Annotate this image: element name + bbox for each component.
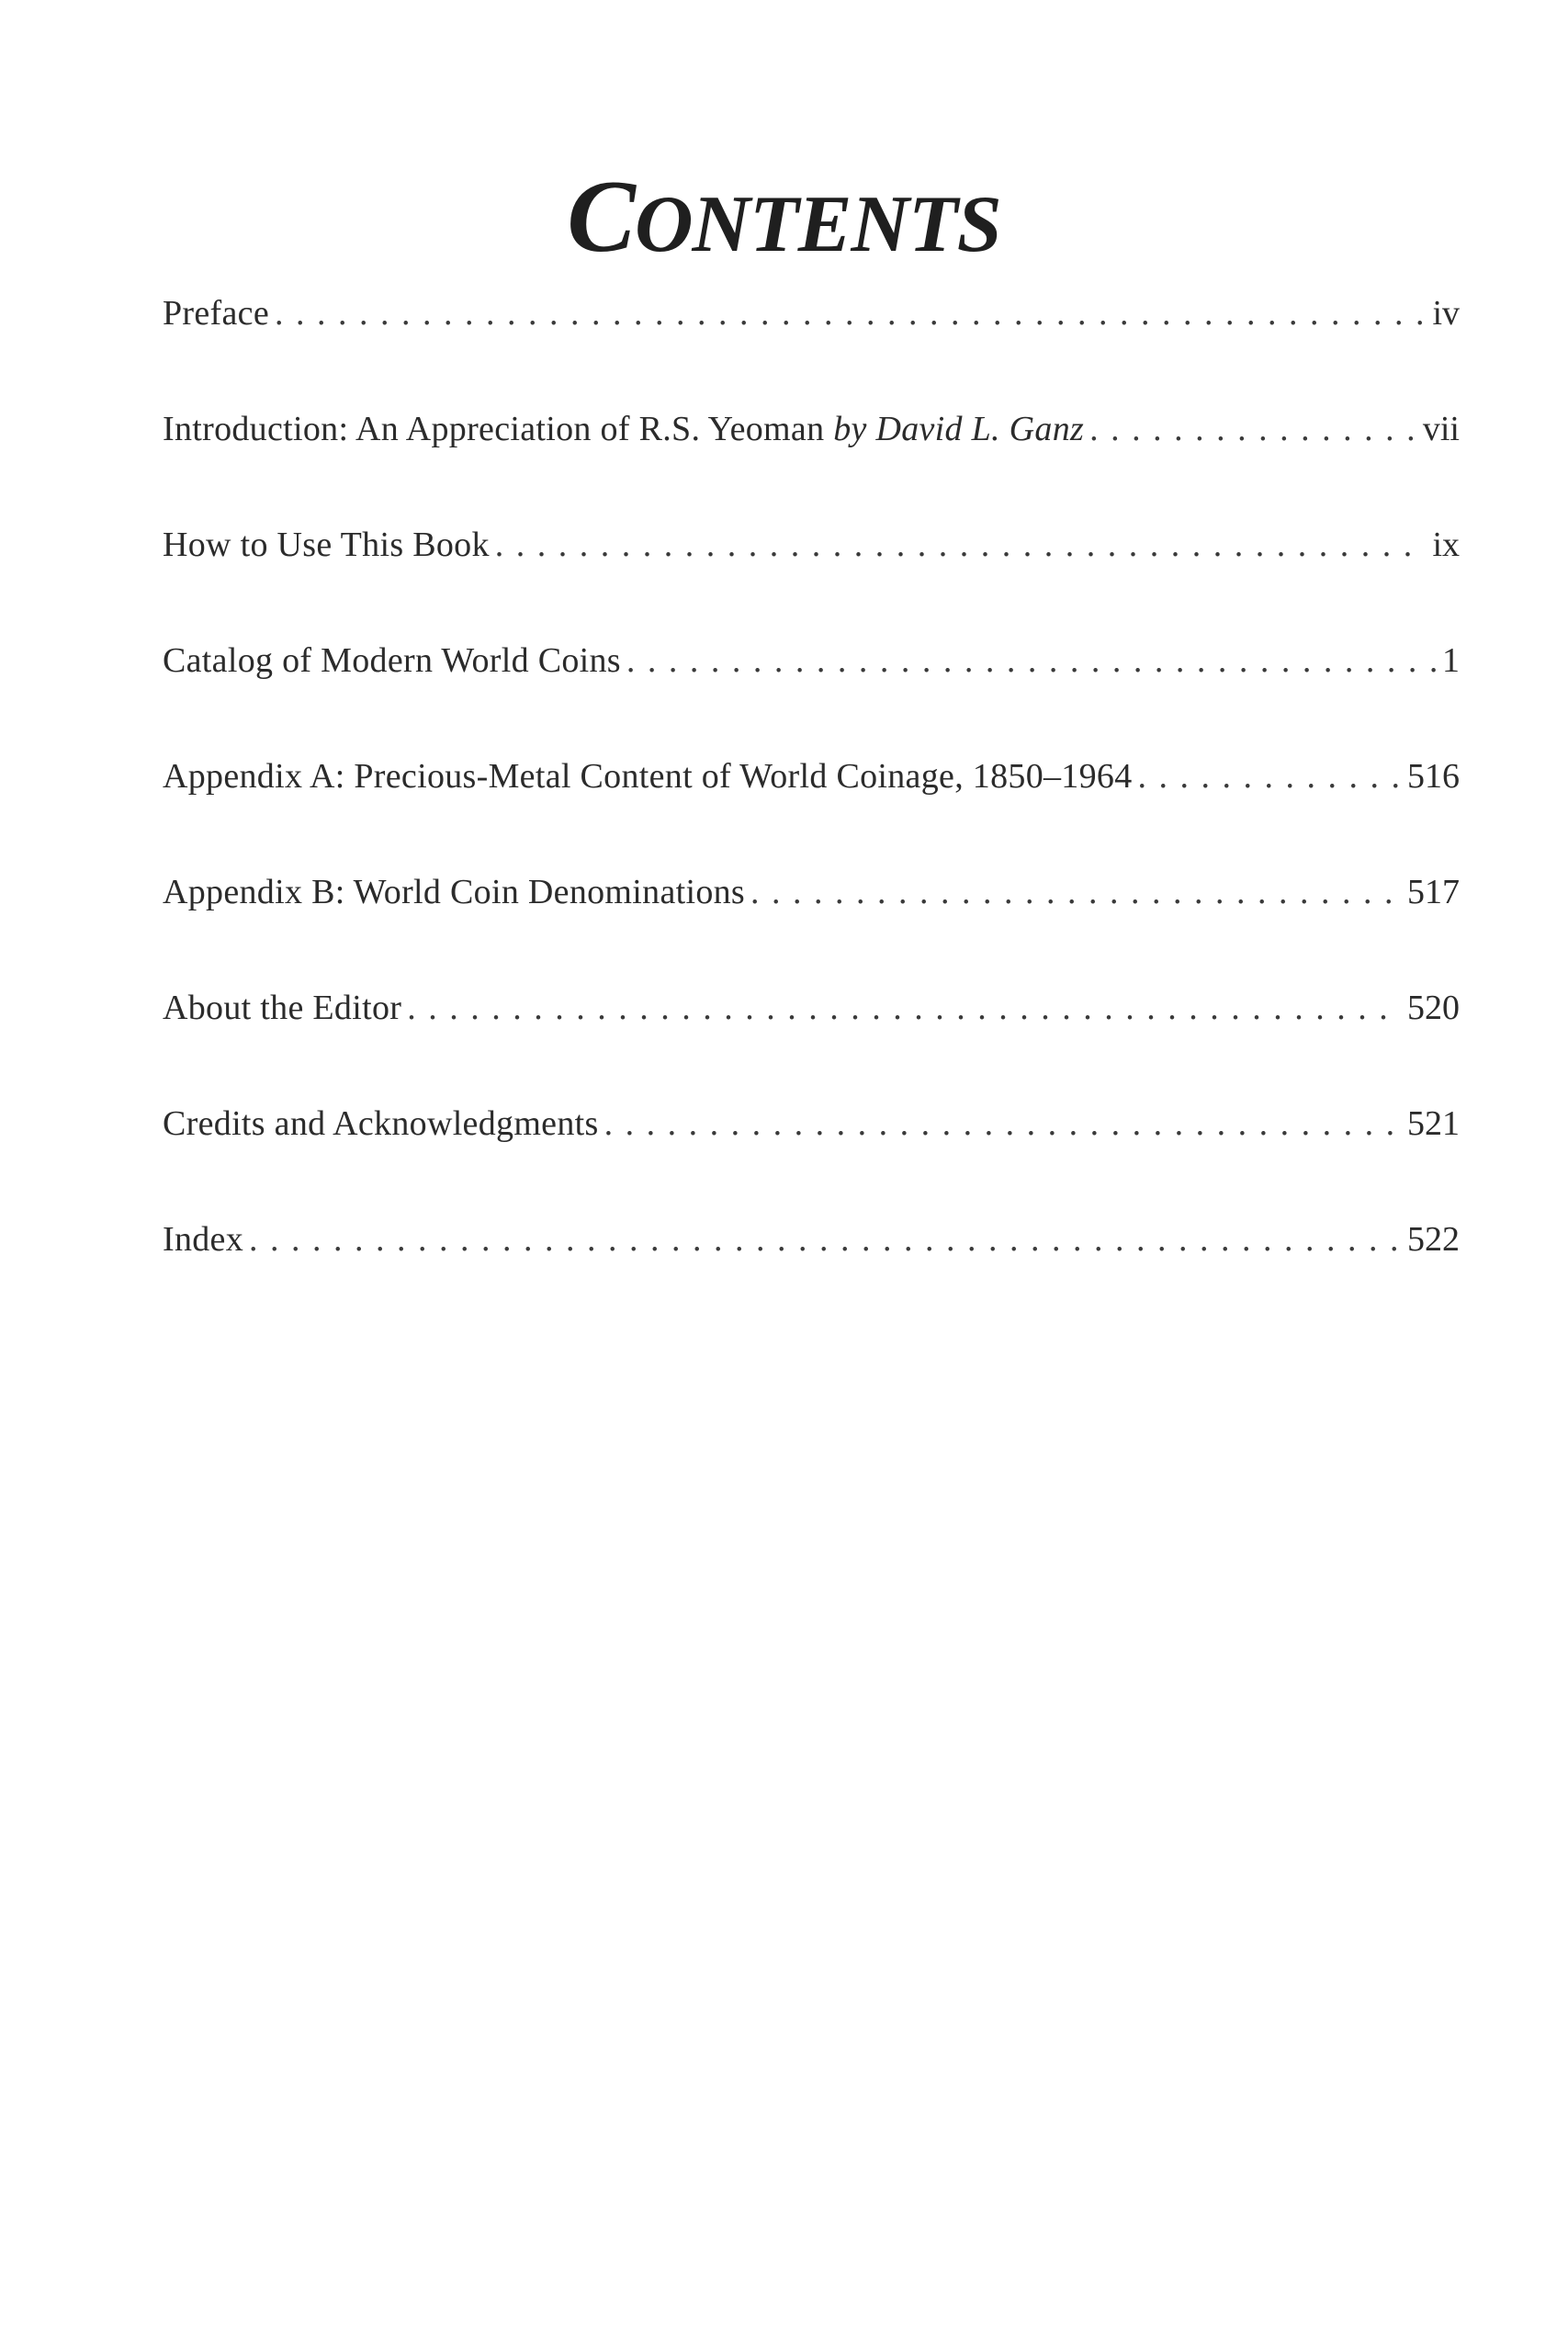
toc-entry-introduction[interactable] — [163, 412, 1460, 527]
toc-entry-appendix-a[interactable] — [163, 759, 1460, 875]
toc-page-number: 520 — [1407, 990, 1460, 1027]
toc-leader-dots — [275, 296, 1427, 331]
toc-leader-dots — [407, 990, 1402, 1025]
toc-page-number: iv — [1432, 296, 1460, 333]
toc-entry-catalog[interactable] — [163, 643, 1460, 759]
toc-entry-title: Introduction: An Appreciation of R.S. Yeoman — [163, 412, 825, 448]
toc-entry-preface[interactable] — [163, 296, 1460, 412]
toc-leader-dots — [1138, 759, 1403, 794]
toc-leader-dots — [249, 1222, 1402, 1257]
toc-page-number: vii — [1422, 412, 1460, 448]
toc-page-number: 516 — [1407, 759, 1460, 796]
toc-entry-label — [163, 412, 1084, 447]
toc-entry-label: About the Editor — [163, 990, 402, 1027]
toc-leader-dots — [750, 875, 1402, 910]
page-title-rest: ONTENTS — [634, 180, 1001, 270]
toc-entry-author: by David L. Ganz — [833, 412, 1085, 448]
toc-page-number: 522 — [1407, 1222, 1460, 1259]
toc-entry-label: How to Use This Book — [163, 527, 490, 564]
toc-leader-dots — [495, 527, 1427, 562]
page-title — [0, 160, 1568, 275]
toc-entry-label: Index — [163, 1222, 244, 1259]
toc-entry-about-editor[interactable] — [163, 990, 1460, 1106]
toc-entry-label: Appendix B: World Coin Denominations — [163, 875, 746, 911]
toc-entry-label: Preface — [163, 296, 270, 333]
toc-entry-credits[interactable] — [163, 1106, 1460, 1222]
toc-entry-how-to-use[interactable] — [163, 527, 1460, 643]
toc-leader-dots — [1089, 412, 1417, 447]
toc-page-number: 517 — [1407, 875, 1460, 911]
page-title-initial: C — [567, 160, 635, 275]
toc-entry-label: Credits and Acknowledgments — [163, 1106, 599, 1143]
table-of-contents — [163, 296, 1460, 1338]
toc-page-number: 1 — [1442, 643, 1460, 680]
toc-entry-label: Appendix A: Precious-Metal Content of World Coinage, 1850–1964 — [163, 759, 1133, 796]
toc-leader-dots — [604, 1106, 1402, 1141]
toc-leader-dots — [626, 643, 1437, 678]
toc-entry-appendix-b[interactable] — [163, 875, 1460, 990]
toc-entry-index[interactable] — [163, 1222, 1460, 1338]
toc-page-number: 521 — [1407, 1106, 1460, 1143]
toc-entry-label: Catalog of Modern World Coins — [163, 643, 621, 680]
toc-page-number: ix — [1432, 527, 1460, 564]
